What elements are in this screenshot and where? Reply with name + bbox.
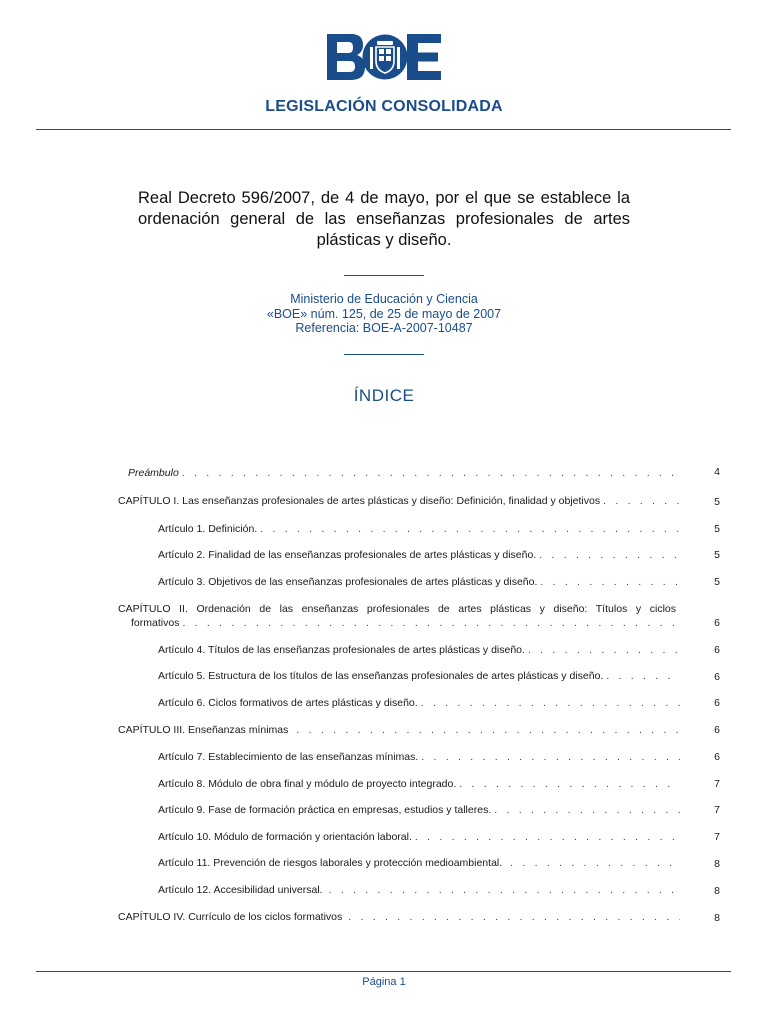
toc-page-number: 6 xyxy=(714,617,720,629)
toc-page-number: 8 xyxy=(714,885,720,897)
toc-page-number: 5 xyxy=(714,496,720,508)
toc-page-number: 6 xyxy=(714,644,720,656)
toc-entry-articulo-7[interactable] xyxy=(158,750,680,764)
toc-page-number: 7 xyxy=(714,831,720,843)
toc-entry-text: CAPÍTULO IV. Currículo de los ciclos formativos xyxy=(118,911,343,923)
toc-page-number: 8 xyxy=(714,912,720,924)
toc-entry-preambulo[interactable] xyxy=(128,466,680,480)
toc-page-number: 6 xyxy=(714,724,720,736)
toc-page-number: 7 xyxy=(714,778,720,790)
toc-entry-text: Preámbulo xyxy=(128,467,179,479)
toc-entry-articulo-12[interactable] xyxy=(158,883,680,897)
toc-entry-text: CAPÍTULO I. Las enseñanzas profesionales de artes plásticas y diseño: Definición, finalidad y objetivos xyxy=(118,495,601,507)
toc-entry-articulo-3[interactable] xyxy=(158,575,680,589)
toc-entry-text: Artículo 10. Módulo de formación y orientación laboral. xyxy=(158,831,412,843)
page-number-footer: Página 1 xyxy=(362,976,406,988)
toc-entry-text: Artículo 9. Fase de formación práctica en empresas, estudios y talleres. xyxy=(158,804,492,816)
toc-entry-text: Artículo 3. Objetivos de las enseñanzas profesionales de artes plásticas y diseño. xyxy=(158,576,538,588)
toc-entry-capitulo-2-continued[interactable] xyxy=(131,616,680,630)
toc-page-number: 6 xyxy=(714,697,720,709)
toc-entry-text: Artículo 2. Finalidad de las enseñanzas profesionales de artes plásticas y diseño. xyxy=(158,549,537,561)
header-title: LEGISLACIÓN CONSOLIDADA xyxy=(265,98,503,115)
toc-entry-capitulo-1[interactable] xyxy=(118,494,680,508)
toc-entry-text: Artículo 12. Accesibilidad universal. xyxy=(158,884,323,896)
toc-entry-text: formativos xyxy=(131,617,180,629)
document-title: Real Decreto 596/2007, de 4 de mayo, por el que se establece la ordenación general de las enseñanzas profesionales de artes plásticas y diseño. xyxy=(138,189,630,249)
toc-page-number: 5 xyxy=(714,523,720,535)
footer-divider xyxy=(36,971,731,972)
toc-page-number: 8 xyxy=(714,858,720,870)
toc-entry-articulo-6[interactable] xyxy=(158,696,680,710)
toc-page-number: 7 xyxy=(714,804,720,816)
toc-entry-articulo-1[interactable] xyxy=(158,522,680,536)
toc-entry-text: Artículo 4. Títulos de las enseñanzas profesionales de artes plásticas y diseño. xyxy=(158,644,525,656)
toc-entry-articulo-9[interactable] xyxy=(158,803,680,817)
toc-entry-text: CAPÍTULO II. Ordenación de las enseñanzas profesionales de artes plásticas y diseño: Títulos y ciclos xyxy=(118,603,676,615)
toc-entry-text: Artículo 11. Prevención de riesgos laborales y protección medioambiental. xyxy=(158,857,503,869)
toc-entry-capitulo-4[interactable] xyxy=(118,910,680,924)
toc-entry-text: Artículo 6. Ciclos formativos de artes plásticas y diseño. xyxy=(158,697,418,709)
toc-entry-articulo-10[interactable] xyxy=(158,830,680,844)
ministry: Ministerio de Educación y Ciencia xyxy=(290,292,478,306)
toc-page-number: 5 xyxy=(714,549,720,561)
toc-entry-articulo-5[interactable] xyxy=(158,669,680,683)
toc-page-number: 4 xyxy=(714,466,720,478)
toc-page-number: 5 xyxy=(714,576,720,588)
boe-reference: «BOE» núm. 125, de 25 de mayo de 2007 xyxy=(266,306,502,321)
toc-entry-articulo-8[interactable] xyxy=(158,777,680,791)
toc-entry-articulo-11[interactable] xyxy=(158,856,680,870)
toc-entry-text: Artículo 7. Establecimiento de las enseñanzas mínimas. xyxy=(158,751,419,763)
toc-entry-text: Artículo 5. Estructura de los títulos de las enseñanzas profesionales de artes plásticas y diseño. xyxy=(158,670,604,682)
document-reference: Referencia: BOE-A-2007-10487 xyxy=(295,321,473,335)
toc-entry-articulo-4[interactable] xyxy=(158,643,680,657)
toc-page-number: 6 xyxy=(714,751,720,763)
toc-page-number: 6 xyxy=(714,671,720,683)
toc-entry-text: CAPÍTULO III. Enseñanzas mínimas xyxy=(118,724,289,736)
toc-entry-text: Artículo 1. Definición. xyxy=(158,523,258,535)
toc-entry-capitulo-2[interactable] xyxy=(118,602,676,616)
toc-entry-articulo-2[interactable] xyxy=(158,548,680,562)
index-heading: ÍNDICE xyxy=(353,386,415,405)
toc-entry-text: Artículo 8. Módulo de obra final y módulo de proyecto integrado. xyxy=(158,778,457,790)
toc-entry-capitulo-3[interactable] xyxy=(118,723,680,737)
